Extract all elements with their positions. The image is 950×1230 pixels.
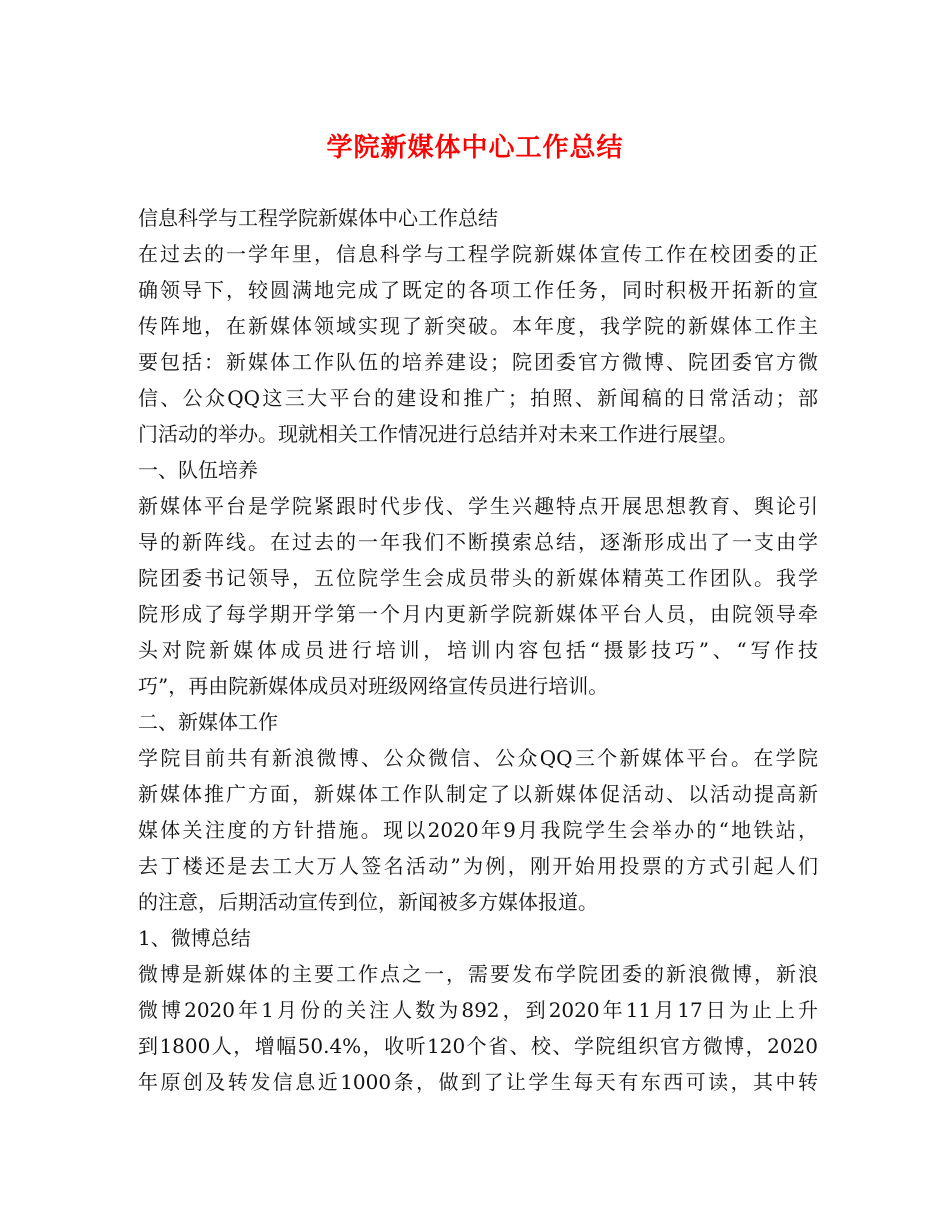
body-line: 门活动的举办。现就相关工作情况进行总结并对未来工作进行展望。 — [138, 422, 738, 446]
body-line: 院团委书记领导，五位院学生会成员带头的新媒体精英工作团队。我学 — [138, 566, 818, 590]
body-line: 要包括：新媒体工作队伍的培养建设；院团委官方微博、院团委官方微 — [138, 350, 818, 374]
body-line: 一、队伍培养 — [138, 458, 258, 482]
body-line: 确领导下，较圆满地完成了既定的各项工作任务，同时积极开拓新的宣 — [138, 278, 818, 302]
body-line: 微博是新媒体的主要工作点之一，需要发布学院团委的新浪微博，新浪 — [138, 962, 818, 986]
body-line: 传阵地，在新媒体领域实现了新突破。本年度，我学院的新媒体工作主 — [138, 314, 818, 338]
body-line: 新媒体平台是学院紧跟时代步伐、学生兴趣特点开展思想教育、舆论引 — [138, 494, 818, 518]
body-line: 二、新媒体工作 — [138, 710, 278, 734]
body-line: 在过去的一学年里，信息科学与工程学院新媒体宣传工作在校团委的正 — [138, 242, 818, 266]
body-line: 到1800人，增幅50.4%，收听120个省、校、学院组织官方微博，2020 — [138, 1034, 818, 1058]
body-line: 巧”，再由院新媒体成员对班级网络宣传员进行培训。 — [138, 674, 609, 698]
document-title: 学院新媒体中心工作总结 — [326, 133, 624, 163]
body-line: 学院目前共有新浪微博、公众微信、公众QQ三个新媒体平台。在学院 — [138, 746, 818, 770]
body-line: 导的新阵线。在过去的一年我们不断摸索总结，逐渐形成出了一支由学 — [138, 530, 818, 554]
document-body — [138, 200, 818, 1100]
body-line: 新媒体推广方面，新媒体工作队制定了以新媒体促活动、以活动提高新 — [138, 782, 818, 806]
body-line: 头对院新媒体成员进行培训，培训内容包括“摄影技巧”、“写作技 — [138, 638, 818, 662]
body-line: 院形成了每学期开学第一个月内更新学院新媒体平台人员，由院领导牵 — [138, 602, 818, 626]
body-line: 信息科学与工程学院新媒体中心工作总结 — [138, 206, 498, 230]
body-line: 微博2020年1月份的关注人数为892，到2020年11月17日为止上升 — [138, 998, 818, 1022]
body-line: 信、公众QQ这三大平台的建设和推广；拍照、新闻稿的日常活动；部 — [138, 386, 818, 410]
body-line: 媒体关注度的方针措施。现以2020年9月我院学生会举办的“地铁站， — [138, 818, 818, 842]
body-line: 的注意，后期活动宣传到位，新闻被多方媒体报道。 — [138, 890, 598, 914]
body-line: 1、微博总结 — [138, 926, 251, 950]
body-line: 去丁楼还是去工大万人签名活动”为例，刚开始用投票的方式引起人们 — [138, 854, 818, 878]
body-line: 年原创及转发信息近1000条，做到了让学生每天有东西可读，其中转 — [138, 1070, 818, 1094]
